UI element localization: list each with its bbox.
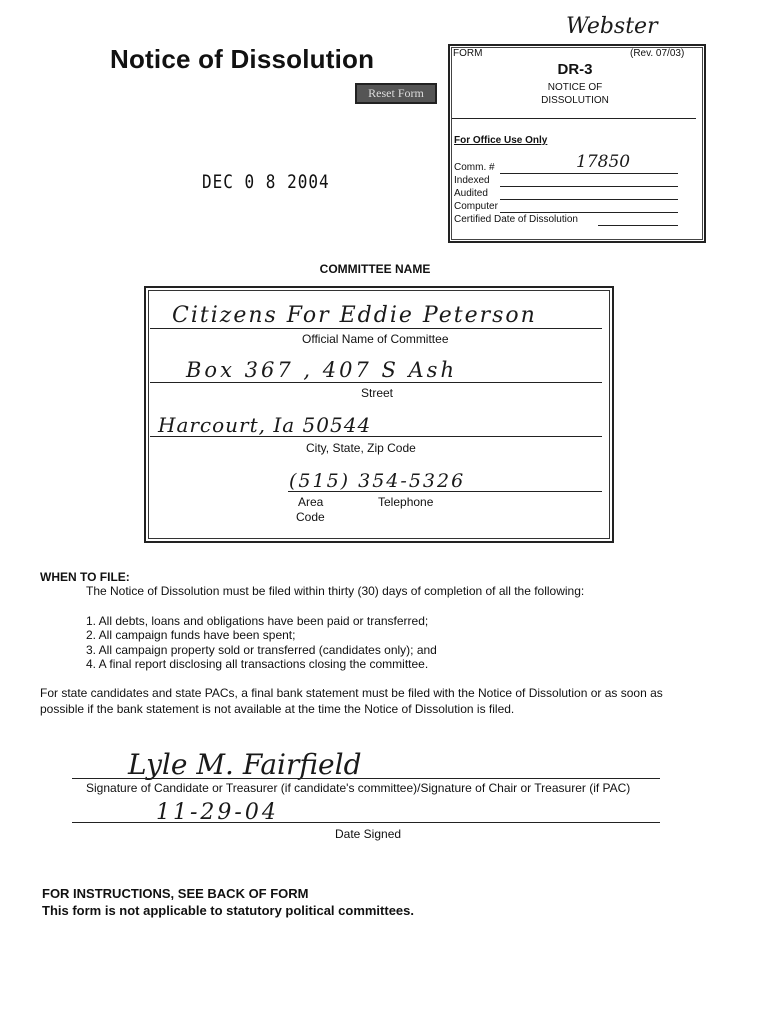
comm-label: Comm. # — [454, 162, 495, 173]
indexed-field[interactable] — [500, 186, 678, 187]
instructions-line1: FOR INSTRUCTIONS, SEE BACK OF FORM — [42, 886, 309, 901]
city-line[interactable] — [150, 436, 602, 437]
handwritten-annotation: Webster — [566, 14, 658, 39]
date-signed-caption: Date Signed — [335, 827, 402, 841]
computer-label: Computer — [454, 201, 498, 212]
committee-name-heading: COMMITTEE NAME — [319, 262, 431, 276]
when-to-file-heading: WHEN TO FILE: — [40, 570, 130, 584]
telephone-caption: Telephone — [378, 495, 434, 509]
office-use-heading: For Office Use Only — [454, 135, 548, 146]
phone-value: (515) 354-5326 — [289, 470, 466, 492]
audited-label: Audited — [454, 188, 488, 199]
committee-name-value: Citizens For Eddie Peterson — [172, 303, 537, 328]
form-name-line1: NOTICE OF — [547, 82, 603, 93]
street-line[interactable] — [150, 382, 602, 383]
form-label: FORM — [453, 48, 483, 59]
list-item: 4. A final report disclosing all transactions closing the committee. — [86, 657, 429, 671]
revision-label: (Rev. 07/03) — [630, 48, 685, 59]
date-signed-value: 11-29-04 — [156, 800, 279, 825]
city-value: Harcourt, Ia 50544 — [158, 413, 372, 437]
list-item: 3. All campaign property sold or transferred (candidates only); and — [86, 643, 437, 657]
state-note-line1: For state candidates and state PACs, a final bank statement must be filed with the Notice of Dissolution or as soon as — [40, 686, 663, 700]
comm-value: 17850 — [576, 152, 631, 172]
signature-value: Lyle M. Fairfield — [128, 748, 362, 781]
list-item: 2. All campaign funds have been spent; — [86, 628, 296, 642]
street-value: Box 367 , 407 S Ash — [186, 358, 457, 382]
street-caption: Street — [361, 386, 394, 400]
audited-field[interactable] — [500, 199, 678, 200]
form-name-line2: DISSOLUTION — [541, 95, 609, 106]
certified-date-label: Certified Date of Dissolution — [454, 214, 578, 225]
area-code-caption: Area — [298, 495, 324, 509]
page-title: Notice of Dissolution — [110, 44, 375, 74]
area-code-caption-2: Code — [296, 510, 325, 524]
indexed-label: Indexed — [454, 175, 490, 186]
signature-line[interactable] — [72, 778, 660, 779]
state-note-line2: possible if the bank statement is not available at the time the Notice of Dissolution is filed. — [40, 702, 515, 716]
list-item: 1. All debts, loans and obligations have been paid or transferred; — [86, 614, 429, 628]
instructions-block — [42, 885, 414, 919]
committee-name-line[interactable] — [150, 328, 602, 329]
received-date-stamp: DEC 0 8 2004 — [202, 170, 330, 193]
computer-field[interactable] — [500, 212, 678, 213]
phone-line[interactable] — [288, 491, 602, 492]
reset-form-button[interactable]: Reset Form — [355, 83, 437, 104]
instructions-line2: This form is not applicable to statutory political committees. — [42, 903, 415, 918]
city-caption: City, State, Zip Code — [306, 441, 416, 455]
form-number: DR-3 — [557, 61, 593, 78]
divider — [452, 118, 696, 119]
comm-field[interactable] — [500, 173, 678, 174]
certified-date-field[interactable] — [598, 225, 678, 226]
when-to-file-intro: The Notice of Dissolution must be filed within thirty (30) days of completion of all the following: — [86, 584, 585, 598]
date-signed-line[interactable] — [72, 822, 660, 823]
signature-caption: Signature of Candidate or Treasurer (if candidate's committee)/Signature of Chair or Treasurer (if PAC) — [86, 781, 631, 795]
committee-name-caption: Official Name of Committee — [302, 332, 449, 346]
